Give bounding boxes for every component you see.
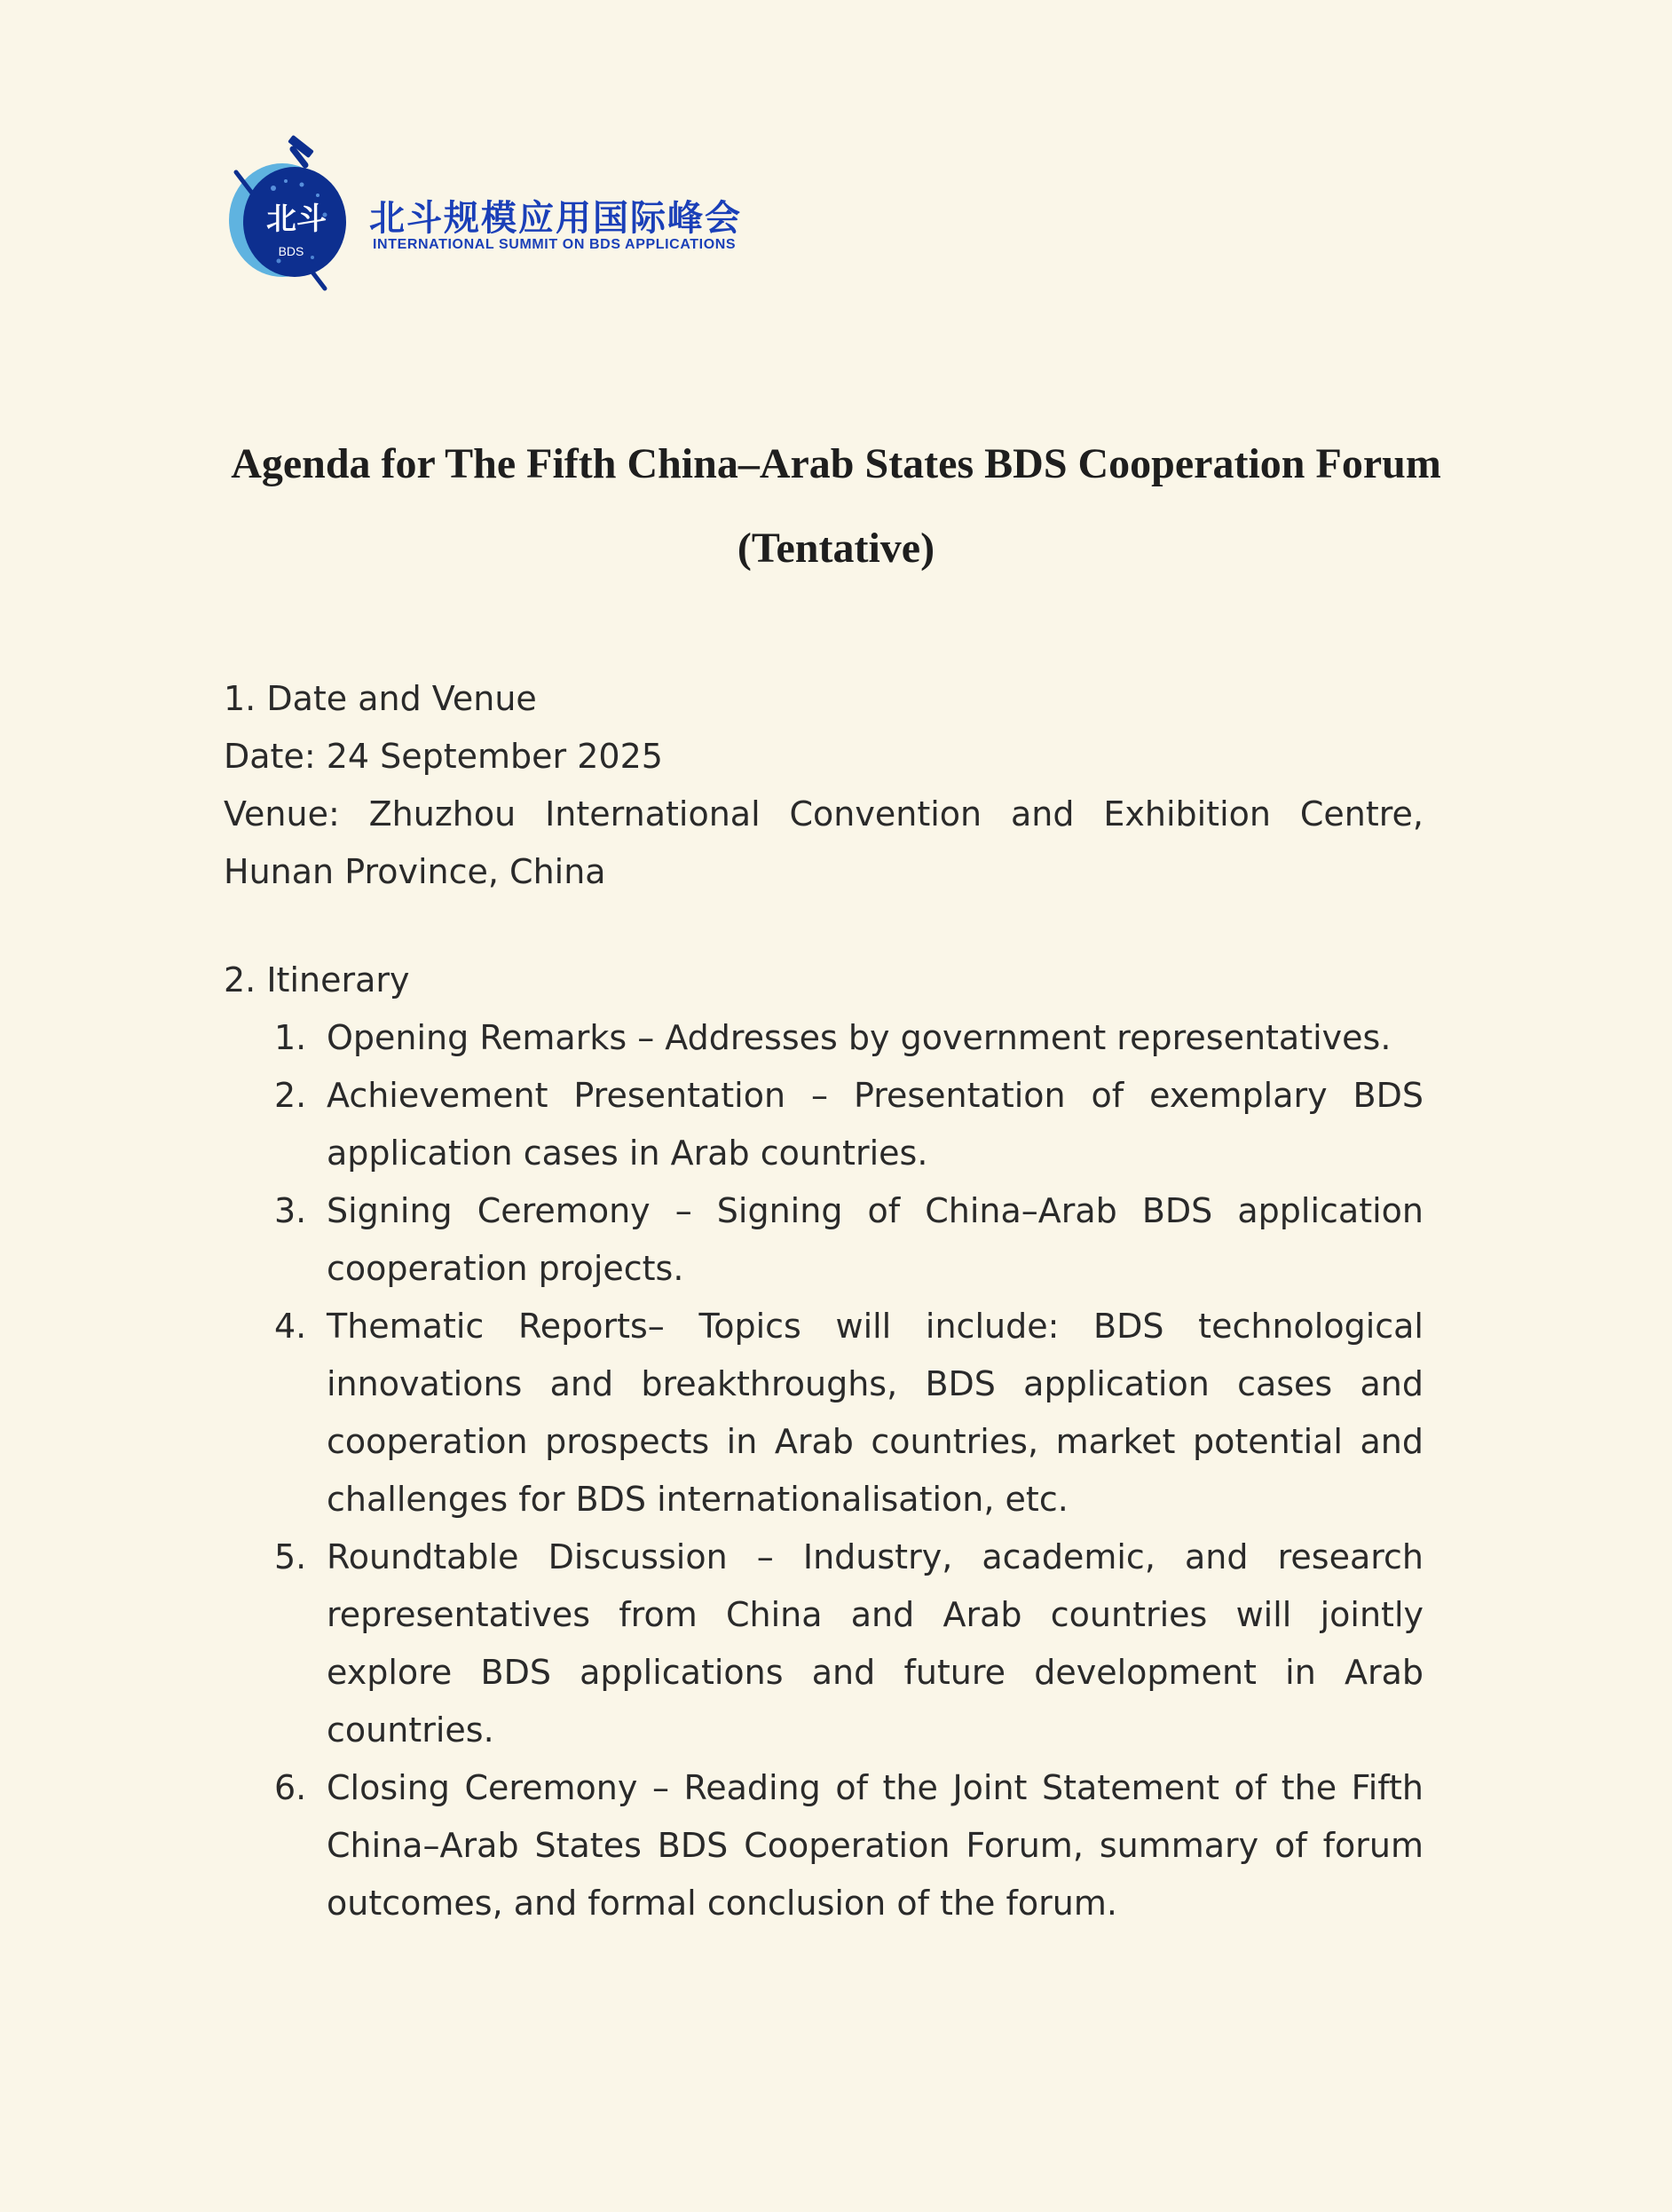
item-text: Thematic Reports– Topics will include: BDS technological innovations and breakthroughs, BDS application cases and cooperation prospects in Arab countries, market potential and challenges for BDS internationalisation, etc. (327, 1307, 1424, 1519)
item-text: Roundtable Discussion – Industry, academic, and research representatives from China and Arab countries will jointly explore BDS applications and future development in Arab countries. (327, 1537, 1424, 1750)
section-heading-date-venue: 1. Date and Venue (224, 679, 537, 718)
item-number: 2. (274, 1076, 307, 1115)
logo-mark-sub: BDS (278, 244, 304, 258)
summit-logo (220, 133, 770, 297)
item-text: Achievement Presentation – Presentation of exemplary BDS application cases in Arab countries. (327, 1076, 1424, 1173)
list-item (224, 1182, 1424, 1298)
list-item (224, 1759, 1424, 1932)
list-item (224, 1067, 1424, 1182)
list-item (224, 1298, 1424, 1529)
item-text: Signing Ceremony – Signing of China–Arab BDS application cooperation projects. (327, 1191, 1424, 1288)
section-spacer (224, 901, 1424, 952)
itinerary-list (224, 1009, 1424, 1932)
logo-english-name: INTERNATIONAL SUMMIT ON BDS APPLICATIONS (373, 237, 737, 252)
document-title: Agenda for The Fifth China–Arab States BDS Cooperation Forum (231, 440, 1441, 487)
item-text: Opening Remarks – Addresses by government representatives. (327, 1018, 1392, 1057)
document-subtitle: (Tentative) (737, 525, 935, 572)
bds-logo-icon (220, 133, 353, 297)
list-item (224, 1529, 1424, 1759)
logo-chinese-name: 北斗规模应用国际峰会 (369, 198, 742, 239)
section-heading-itinerary: 2. Itinerary (224, 960, 410, 999)
item-number: 3. (274, 1191, 307, 1230)
item-number: 1. (274, 1018, 307, 1057)
event-venue: Venue: Zhuzhou International Convention and Exhibition Centre, Hunan Province, China (224, 794, 1424, 891)
logo-mark-text: 北斗 (266, 201, 327, 237)
agenda-content (224, 670, 1424, 1932)
event-date: Date: 24 September 2025 (224, 737, 663, 776)
item-number: 5. (274, 1537, 307, 1576)
item-number: 4. (274, 1307, 307, 1346)
item-text: Closing Ceremony – Reading of the Joint Statement of the Fifth China–Arab States BDS Cooperation Forum, summary of forum outcomes, and formal conclusion of the forum. (327, 1768, 1424, 1923)
list-item (224, 1009, 1424, 1067)
item-number: 6. (274, 1768, 307, 1807)
